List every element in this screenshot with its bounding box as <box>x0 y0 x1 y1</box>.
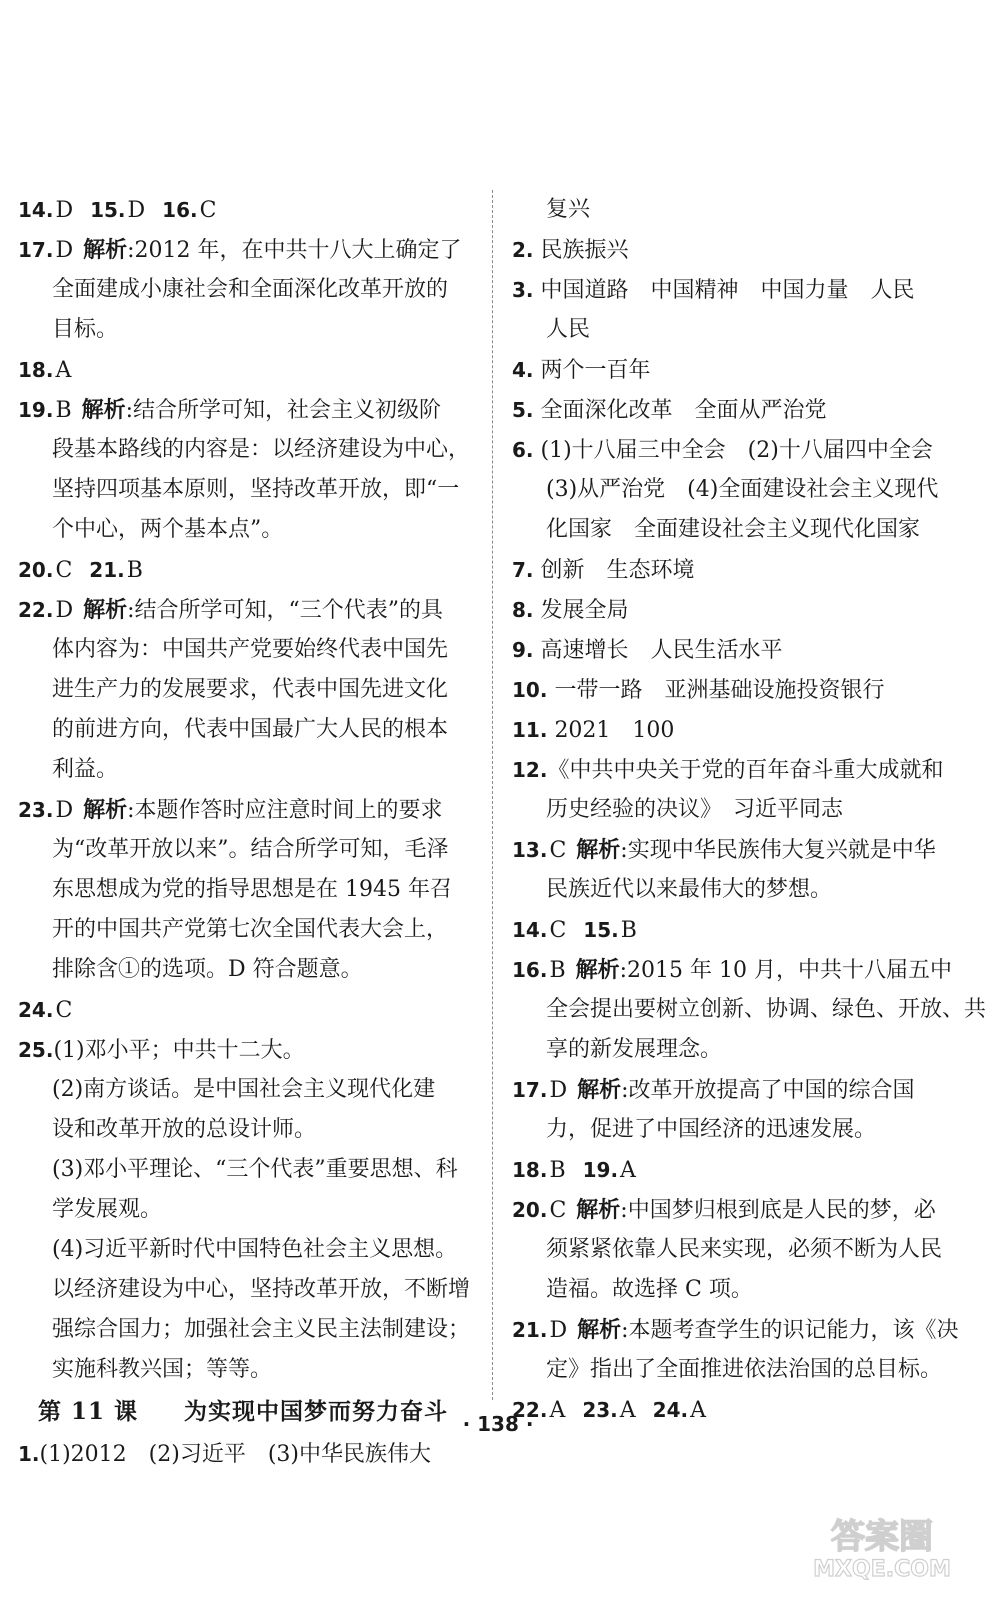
answer-text-line: 设和改革开放的总设计师。 <box>52 1117 317 1142</box>
answer-text: 高速增长 人民生活水平 <box>540 638 783 663</box>
answer-text-line: 须紧紧依靠人民来实现，必须不断为人民 <box>546 1237 943 1262</box>
answer-line <box>512 1150 974 1190</box>
answer-text-line: 复兴 <box>546 197 591 222</box>
answer-choice: C <box>549 918 567 943</box>
question-number: 10. <box>512 678 548 702</box>
analysis-text: :本题作答时应注意时间上的要求 <box>127 798 443 823</box>
question-number: 17. <box>512 1078 548 1102</box>
answer-line <box>18 790 480 830</box>
answer-text: 两个一百年 <box>540 358 651 383</box>
answer-line <box>18 350 480 390</box>
question-number: 25. <box>18 1038 54 1062</box>
answer-text-line: 体内容为：中国共产党要始终代表中国先 <box>52 637 449 662</box>
analysis-text: :结合所学可知，“三个代表”的具 <box>127 598 444 623</box>
answer-choice: D <box>549 1318 568 1343</box>
question-number: 22. <box>18 598 54 622</box>
answer-text-line: 全面建成小康社会和全面深化改革开放的 <box>52 277 449 302</box>
answer-line <box>512 830 974 870</box>
answer-text-line: 目标。 <box>52 317 119 342</box>
answer-text: 全面深化改革 全面从严治党 <box>540 398 827 423</box>
answer-choice: C <box>55 998 73 1023</box>
answer-text: 发展全局 <box>540 598 629 623</box>
answer-text-line: 全会提出要树立创新、协调、绿色、开放、共 <box>546 997 987 1022</box>
answer-text-line: 历史经验的决议》 习近平同志 <box>546 797 844 822</box>
analysis-label: 解析 <box>577 1077 622 1103</box>
answer-choice: B <box>549 958 566 983</box>
answer-line <box>18 1030 480 1070</box>
answer-line <box>512 430 974 470</box>
analysis-text: :2015 年 10 月，中共十八届五中 <box>619 958 952 983</box>
answer-text-line: 为“改革开放以来”。结合所学可知，毛泽 <box>52 837 449 862</box>
answer-line <box>512 270 974 310</box>
analysis-label: 解析 <box>81 397 126 423</box>
question-number: 11. <box>512 718 548 742</box>
answer-choice: B <box>55 398 72 423</box>
answer-text: (1)十八届三中全会 (2)十八届四中全会 <box>540 438 933 463</box>
answer-line <box>18 1434 480 1474</box>
left-column <box>18 190 480 1474</box>
answer-line <box>18 190 480 230</box>
answer-text-line: 定》指出了全面推进依法治国的总目标。 <box>546 1357 943 1382</box>
question-number: 9. <box>512 638 534 662</box>
answer-line <box>512 1310 974 1350</box>
answer-text-line: 进生产力的发展要求，代表中国先进文化 <box>52 677 449 702</box>
answer-text-line: (3)邓小平理论、“三个代表”重要思想、科 <box>52 1157 458 1182</box>
answer-line <box>18 990 480 1030</box>
question-number: 22. <box>512 1398 548 1422</box>
answer-line <box>512 1070 974 1110</box>
answer-choice: B <box>620 918 637 943</box>
right-column <box>512 190 987 1430</box>
analysis-label: 解析 <box>577 1317 622 1343</box>
answer-text: 创新 生态环境 <box>540 558 695 583</box>
analysis-label: 解析 <box>83 237 128 263</box>
question-number: 4. <box>512 358 534 382</box>
answer-line <box>512 1190 974 1230</box>
analysis-label: 解析 <box>576 1197 621 1223</box>
lesson-title: 为实现中国梦而努力奋斗 <box>184 1398 449 1425</box>
question-number: 19. <box>582 1158 619 1182</box>
answer-text-line: (2)南方谈话。是中国社会主义现代化建 <box>52 1077 436 1102</box>
answer-choice: B <box>126 558 143 583</box>
answer-line <box>18 390 480 430</box>
answer-choice: A <box>690 1398 706 1423</box>
answer-text-line: 段基本路线的内容是：以经济建设为中心， <box>52 437 471 462</box>
answer-choice: C <box>549 838 567 863</box>
analysis-label: 解析 <box>576 837 621 863</box>
answer-choice: A <box>55 358 72 383</box>
answer-text: (1)邓小平；中共十二大。 <box>53 1038 305 1063</box>
question-number: 18. <box>512 1158 548 1182</box>
answer-choice: D <box>549 1078 568 1103</box>
answer-line <box>512 230 974 270</box>
answer-choice: C <box>55 558 73 583</box>
page-number: · 138 · <box>462 1412 534 1436</box>
analysis-text: :改革开放提高了中国的综合国 <box>621 1078 915 1103</box>
analysis-text: :本题考查学生的识记能力，该《决 <box>621 1318 959 1343</box>
answer-choice: B <box>549 1158 566 1183</box>
analysis-label: 解析 <box>575 957 620 983</box>
question-number: 16. <box>162 198 198 222</box>
question-number: 8. <box>512 598 534 622</box>
answer-text-line: 造福。故选择 C 项。 <box>546 1277 753 1302</box>
question-number: 14. <box>18 198 54 222</box>
watermark-bottom-text: MXQE.COM <box>813 1557 951 1582</box>
question-number: 3. <box>512 278 534 302</box>
analysis-label: 解析 <box>83 597 128 623</box>
answer-text-line: 坚持四项基本原则，坚持改革开放，即“一 <box>52 477 460 502</box>
answer-text: 一带一路 亚洲基础设施投资银行 <box>554 678 885 703</box>
answer-text-line: 民族近代以来最伟大的梦想。 <box>546 877 833 902</box>
question-number: 21. <box>512 1318 548 1342</box>
answer-text-line: 东思想成为党的指导思想是在 1945 年召 <box>52 877 452 902</box>
question-number: 13. <box>512 838 548 862</box>
answer-text-line: 以经济建设为中心，坚持改革开放，不断增 <box>52 1277 471 1302</box>
answer-line <box>512 750 974 790</box>
answer-line <box>18 550 480 590</box>
answer-choice: A <box>549 1398 566 1423</box>
answer-choice: D <box>127 198 146 223</box>
answer-text-line: 个中心，两个基本点”。 <box>52 517 284 542</box>
question-number: 21. <box>89 558 125 582</box>
answer-text: 《中共中央关于党的百年奋斗重大成就和 <box>547 758 944 783</box>
answer-text: 民族振兴 <box>540 238 629 263</box>
question-number: 20. <box>512 1198 548 1222</box>
analysis-label: 解析 <box>83 797 128 823</box>
question-number: 19. <box>18 398 54 422</box>
answer-text-line: 实施科教兴国；等等。 <box>52 1357 273 1382</box>
question-number: 20. <box>18 558 54 582</box>
answer-text-line: (3)从严治党 (4)全面建设社会主义现代 <box>546 477 939 502</box>
answer-choice: D <box>55 798 74 823</box>
answer-text-line: 人民 <box>546 317 591 342</box>
answer-choice: C <box>199 198 217 223</box>
answer-choice: C <box>549 1198 567 1223</box>
answer-line <box>18 230 480 270</box>
answer-choice: D <box>55 198 74 223</box>
answer-line <box>512 550 974 590</box>
question-number: 24. <box>18 998 54 1022</box>
answer-line <box>512 710 974 750</box>
answer-line <box>512 630 974 670</box>
analysis-text: :中国梦归根到底是人民的梦，必 <box>620 1198 936 1223</box>
answer-line <box>512 910 974 950</box>
answer-text-line: 利益。 <box>52 757 119 782</box>
question-number: 6. <box>512 438 534 462</box>
answer-text-line: 享的新发展理念。 <box>546 1037 723 1062</box>
question-number: 17. <box>18 238 54 262</box>
question-number: 23. <box>18 798 54 822</box>
question-number: 5. <box>512 398 534 422</box>
answer-text-line: (4)习近平新时代中国特色社会主义思想。 <box>52 1237 458 1262</box>
lesson-number: 第 11 课 <box>38 1398 139 1425</box>
answer-line <box>512 950 974 990</box>
question-number: 15. <box>90 198 126 222</box>
answer-line <box>512 590 974 630</box>
answer-line <box>18 590 480 630</box>
answer-choice: A <box>620 1158 636 1183</box>
answer-choice: D <box>55 598 74 623</box>
answer-text-line: 强综合国力；加强社会主义民主法制建设； <box>52 1317 471 1342</box>
question-number: 14. <box>512 918 548 942</box>
question-number: 1. <box>18 1442 40 1466</box>
answer-text-line: 化国家 全面建设社会主义现代化国家 <box>546 517 921 542</box>
answer-text-line: 力，促进了中国经济的迅速发展。 <box>546 1117 877 1142</box>
answer-line <box>512 390 974 430</box>
answer-text: (1)2012 (2)习近平 (3)中华民族伟大 <box>39 1442 431 1467</box>
analysis-text: :2012 年，在中共十八大上确定了 <box>127 238 462 263</box>
answer-line <box>512 350 974 390</box>
answer-text-line: 学发展观。 <box>52 1197 163 1222</box>
question-number: 18. <box>18 358 54 382</box>
answer-text-line: 开的中国共产党第七次全国代表大会上， <box>52 917 449 942</box>
watermark-logo <box>782 1508 982 1582</box>
question-number: 24. <box>652 1398 689 1422</box>
question-number: 16. <box>512 958 548 982</box>
analysis-text: :结合所学可知，社会主义初级阶 <box>125 398 442 423</box>
question-number: 7. <box>512 558 534 582</box>
watermark-top-text: 答案圈 <box>831 1517 933 1557</box>
answer-text: 2021 100 <box>554 718 675 743</box>
question-number: 23. <box>582 1398 618 1422</box>
answer-text: 中国道路 中国精神 中国力量 人民 <box>540 278 915 303</box>
answer-choice: D <box>55 238 74 263</box>
question-number: 12. <box>512 758 548 782</box>
question-number: 15. <box>583 918 619 942</box>
analysis-text: :实现中华民族伟大复兴就是中华 <box>620 838 936 863</box>
answer-line <box>512 670 974 710</box>
answer-text-line: 的前进方向，代表中国最广大人民的根本 <box>52 717 449 742</box>
column-divider <box>492 190 493 1400</box>
answer-text-line: 排除含①的选项。D 符合题意。 <box>52 957 363 982</box>
answer-choice: A <box>619 1398 636 1423</box>
question-number: 2. <box>512 238 534 262</box>
